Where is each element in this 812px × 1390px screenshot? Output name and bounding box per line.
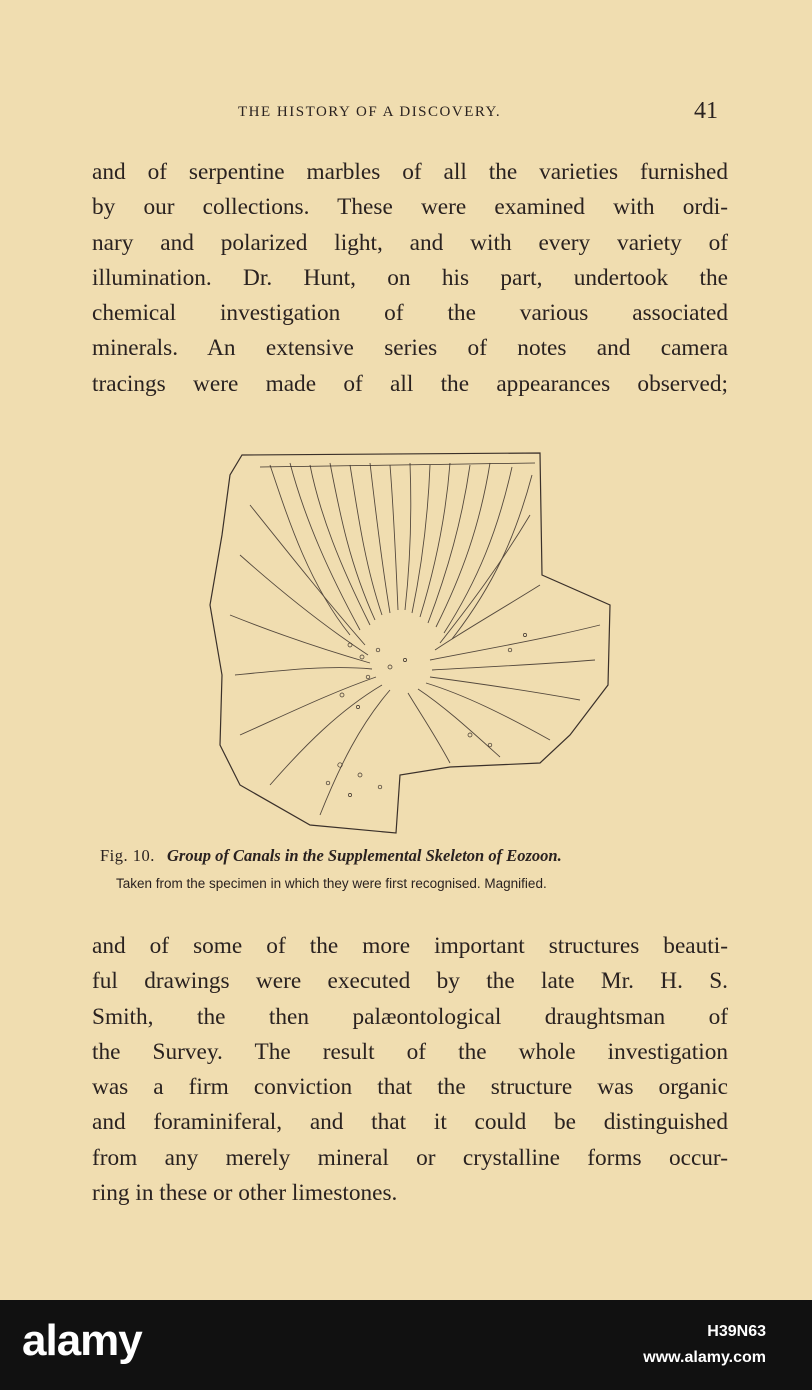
text-line: ful drawings were executed by the late Mr. H. S. bbox=[92, 968, 728, 995]
paragraph-2 bbox=[92, 929, 728, 1211]
eozoon-canal-illustration bbox=[200, 445, 620, 840]
text-line: and of serpentine marbles of all the varieties furnished bbox=[92, 159, 728, 185]
text-line: Smith, the then palæontological draughtsman of bbox=[92, 1003, 728, 1030]
text-line: was a firm conviction that the structure was organic bbox=[92, 1074, 728, 1101]
text-line: nary and polarized light, and with every variety of bbox=[92, 229, 728, 256]
figure-label: Fig. 10. bbox=[100, 846, 155, 865]
text-line: and of some of the more important structures beauti- bbox=[92, 933, 728, 959]
running-head: THE HISTORY OF A DISCOVERY. bbox=[238, 104, 502, 120]
site-url: www.alamy.com bbox=[643, 1349, 766, 1366]
paragraph-1 bbox=[92, 155, 728, 402]
figure-caption bbox=[100, 846, 720, 866]
text-line: by our collections. These were examined with ordi- bbox=[92, 194, 728, 221]
figure-subcaption: Taken from the specimen in which they were first recognised. Magnified. bbox=[116, 876, 547, 891]
text-line: ring in these or other limestones. bbox=[92, 1180, 398, 1207]
text-line: chemical investigation of the various associated bbox=[92, 300, 728, 327]
text-line: minerals. An extensive series of notes and camera bbox=[92, 335, 728, 362]
text-line: illumination. Dr. Hunt, on his part, undertook the bbox=[92, 264, 728, 291]
text-line: from any merely mineral or crystalline forms occur- bbox=[92, 1144, 728, 1171]
page-number: 41 bbox=[694, 98, 718, 124]
alamy-logo: alamy bbox=[22, 1316, 142, 1365]
text-line: the Survey. The result of the whole investigation bbox=[92, 1038, 728, 1065]
text-line: and foraminiferal, and that it could be distinguished bbox=[92, 1109, 728, 1136]
text-line: tracings were made of all the appearances observed; bbox=[92, 370, 728, 397]
image-id: H39N63 bbox=[707, 1323, 766, 1340]
figure-title: Group of Canals in the Supplemental Skeleton of Eozoon. bbox=[167, 846, 562, 865]
